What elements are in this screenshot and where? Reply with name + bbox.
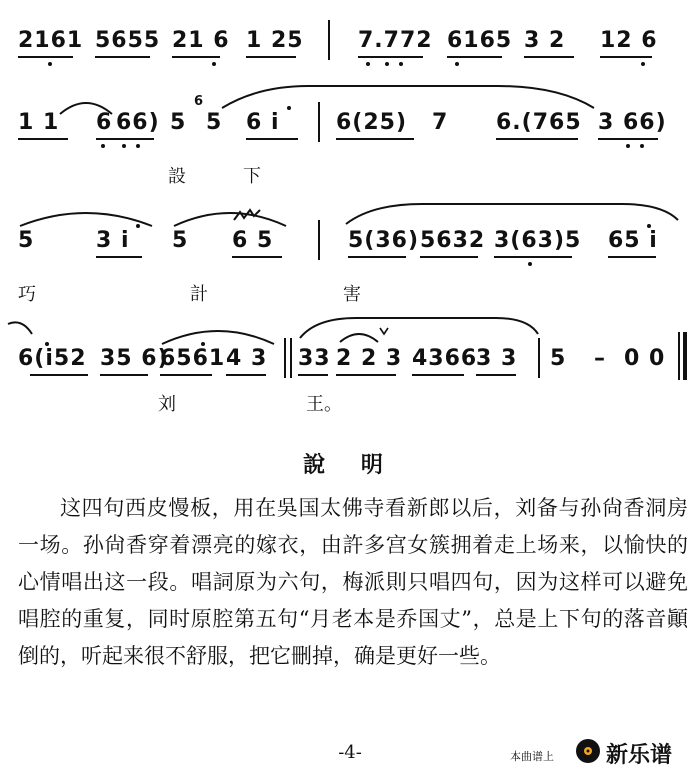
slur bbox=[56, 96, 116, 116]
note-group: 7 bbox=[432, 110, 449, 135]
note-group: 66) bbox=[116, 110, 160, 135]
bar-line bbox=[318, 220, 320, 260]
score-line-3 bbox=[0, 214, 700, 274]
note-group: 6 bbox=[194, 94, 205, 109]
slur bbox=[218, 80, 598, 110]
octave-dot bbox=[455, 62, 459, 66]
lyric: 害 bbox=[343, 284, 361, 305]
score-line-1 bbox=[0, 14, 700, 74]
note-group: 21 6 bbox=[172, 28, 230, 53]
octave-dot bbox=[122, 144, 126, 148]
beat-underline bbox=[96, 138, 154, 140]
note-group: 65 i bbox=[608, 228, 658, 253]
note-group: 5655 bbox=[95, 28, 161, 53]
beat-underline bbox=[95, 56, 150, 58]
note-group: 3(63)5 bbox=[494, 228, 582, 253]
lyric: 王。 bbox=[306, 394, 342, 415]
note-group: 2 2 3 bbox=[336, 346, 403, 371]
explanation-title: 說 明 bbox=[303, 452, 397, 478]
note-group: 6(i52 bbox=[18, 346, 87, 371]
explanation-text: 这四句西皮慢板，用在吳国太佛寺看新郎以后，刘备与孙尙香洞房一场。孙尙香穿着漂亮的嫁衣，由許多宫女簇拥着走上场来，以愉快的心情唱出这一段。唱詞原为六句，梅派則只唱四句，因为这样可以避免唱腔的重复，同时原腔第五句“月老本是乔国丈”，总是上下句的落音顚倒的，听起来很不舒服，把它刪掉，确是更好一些。 bbox=[18, 496, 688, 668]
beat-underline bbox=[608, 256, 656, 258]
beat-underline bbox=[420, 256, 478, 258]
beat-underline bbox=[348, 256, 406, 258]
octave-dot bbox=[212, 62, 216, 66]
beat-underline bbox=[160, 374, 212, 376]
note-group: 12 6 bbox=[600, 28, 658, 53]
note-group: 3 66) bbox=[598, 110, 667, 135]
watermark-logo-text: 新乐谱 bbox=[606, 743, 673, 768]
octave-dot bbox=[48, 62, 52, 66]
note-group: 2161 bbox=[18, 28, 84, 53]
record-icon bbox=[575, 738, 601, 764]
note-group: 3 i bbox=[96, 228, 130, 253]
note-group: 5(36) bbox=[348, 228, 420, 253]
note-group: 6.(765 bbox=[496, 110, 582, 135]
octave-dot bbox=[626, 144, 630, 148]
octave-dot bbox=[101, 144, 105, 148]
note-group: 4 3 bbox=[226, 346, 268, 371]
final-bar-line bbox=[683, 332, 687, 380]
note-group: 3 2 bbox=[524, 28, 566, 53]
page-number: -4- bbox=[338, 742, 362, 763]
beat-underline bbox=[226, 374, 266, 376]
octave-dot bbox=[528, 262, 532, 266]
beat-underline bbox=[358, 56, 423, 58]
note-group: 6 i bbox=[246, 110, 280, 135]
beat-underline bbox=[496, 138, 578, 140]
note-group: 3 3 bbox=[476, 346, 518, 371]
score-line-2 bbox=[0, 96, 700, 156]
beat-underline bbox=[600, 56, 652, 58]
lyric: 設 bbox=[168, 166, 186, 187]
beat-underline bbox=[232, 256, 282, 258]
slur bbox=[296, 314, 542, 340]
note-group: 5 bbox=[170, 110, 187, 135]
slur bbox=[158, 324, 278, 346]
octave-dot bbox=[136, 144, 140, 148]
bar-line bbox=[290, 338, 292, 378]
bar-line bbox=[284, 338, 286, 378]
beat-underline bbox=[246, 138, 298, 140]
note-group: 6(25) bbox=[336, 110, 408, 135]
beat-underline bbox=[30, 374, 88, 376]
note-group: 6 bbox=[96, 110, 113, 135]
octave-dot bbox=[641, 62, 645, 66]
lyric: 下 bbox=[243, 166, 261, 187]
beat-underline bbox=[447, 56, 502, 58]
note-group: 6 5 bbox=[232, 228, 274, 253]
lyric: 刘 bbox=[158, 394, 176, 415]
beat-underline bbox=[246, 56, 296, 58]
lyric: 巧 bbox=[18, 284, 36, 305]
beat-underline bbox=[100, 374, 148, 376]
beat-underline bbox=[476, 374, 516, 376]
trill-mark bbox=[232, 208, 262, 222]
slur bbox=[336, 328, 382, 344]
octave-dot bbox=[399, 62, 403, 66]
beat-underline bbox=[18, 138, 68, 140]
note-group: 33 bbox=[298, 346, 331, 371]
note-group: 4366 bbox=[412, 346, 478, 371]
note-group: 5 bbox=[206, 110, 223, 135]
bar-line bbox=[538, 338, 540, 378]
note-group: 1 25 bbox=[246, 28, 304, 53]
note-group: 5 bbox=[172, 228, 189, 253]
note-group: – bbox=[594, 346, 606, 371]
slur bbox=[170, 206, 290, 228]
beat-underline bbox=[412, 374, 464, 376]
slur bbox=[342, 200, 682, 226]
note-group: 6165 bbox=[447, 28, 513, 53]
slur bbox=[16, 206, 156, 228]
note-group: 5 bbox=[18, 228, 35, 253]
note-group: 7.772 bbox=[358, 28, 433, 53]
note-group: 5 bbox=[550, 346, 567, 371]
beat-underline bbox=[298, 374, 328, 376]
octave-dot bbox=[385, 62, 389, 66]
note-group: 5632 bbox=[420, 228, 486, 253]
watermark-caption: 本曲谱上 bbox=[510, 750, 554, 763]
beat-underline bbox=[172, 56, 220, 58]
note-group: 0 0 bbox=[624, 346, 666, 371]
final-bar-line bbox=[678, 332, 680, 380]
score-line-4 bbox=[0, 332, 700, 392]
beat-underline bbox=[96, 256, 142, 258]
octave-dot bbox=[366, 62, 370, 66]
beat-underline bbox=[336, 374, 396, 376]
bar-line bbox=[328, 20, 330, 60]
beat-underline bbox=[524, 56, 574, 58]
breath-mark bbox=[378, 326, 390, 336]
slur bbox=[6, 320, 36, 336]
beat-underline bbox=[18, 56, 73, 58]
beat-underline bbox=[598, 138, 658, 140]
note-group: 35 6) bbox=[100, 346, 169, 371]
octave-dot bbox=[45, 342, 49, 346]
note-group: 1 1 bbox=[18, 110, 60, 135]
beat-underline bbox=[494, 256, 572, 258]
note-group: 6561 bbox=[160, 346, 226, 371]
lyric: 計 bbox=[190, 284, 208, 305]
beat-underline bbox=[336, 138, 414, 140]
octave-dot bbox=[640, 144, 644, 148]
